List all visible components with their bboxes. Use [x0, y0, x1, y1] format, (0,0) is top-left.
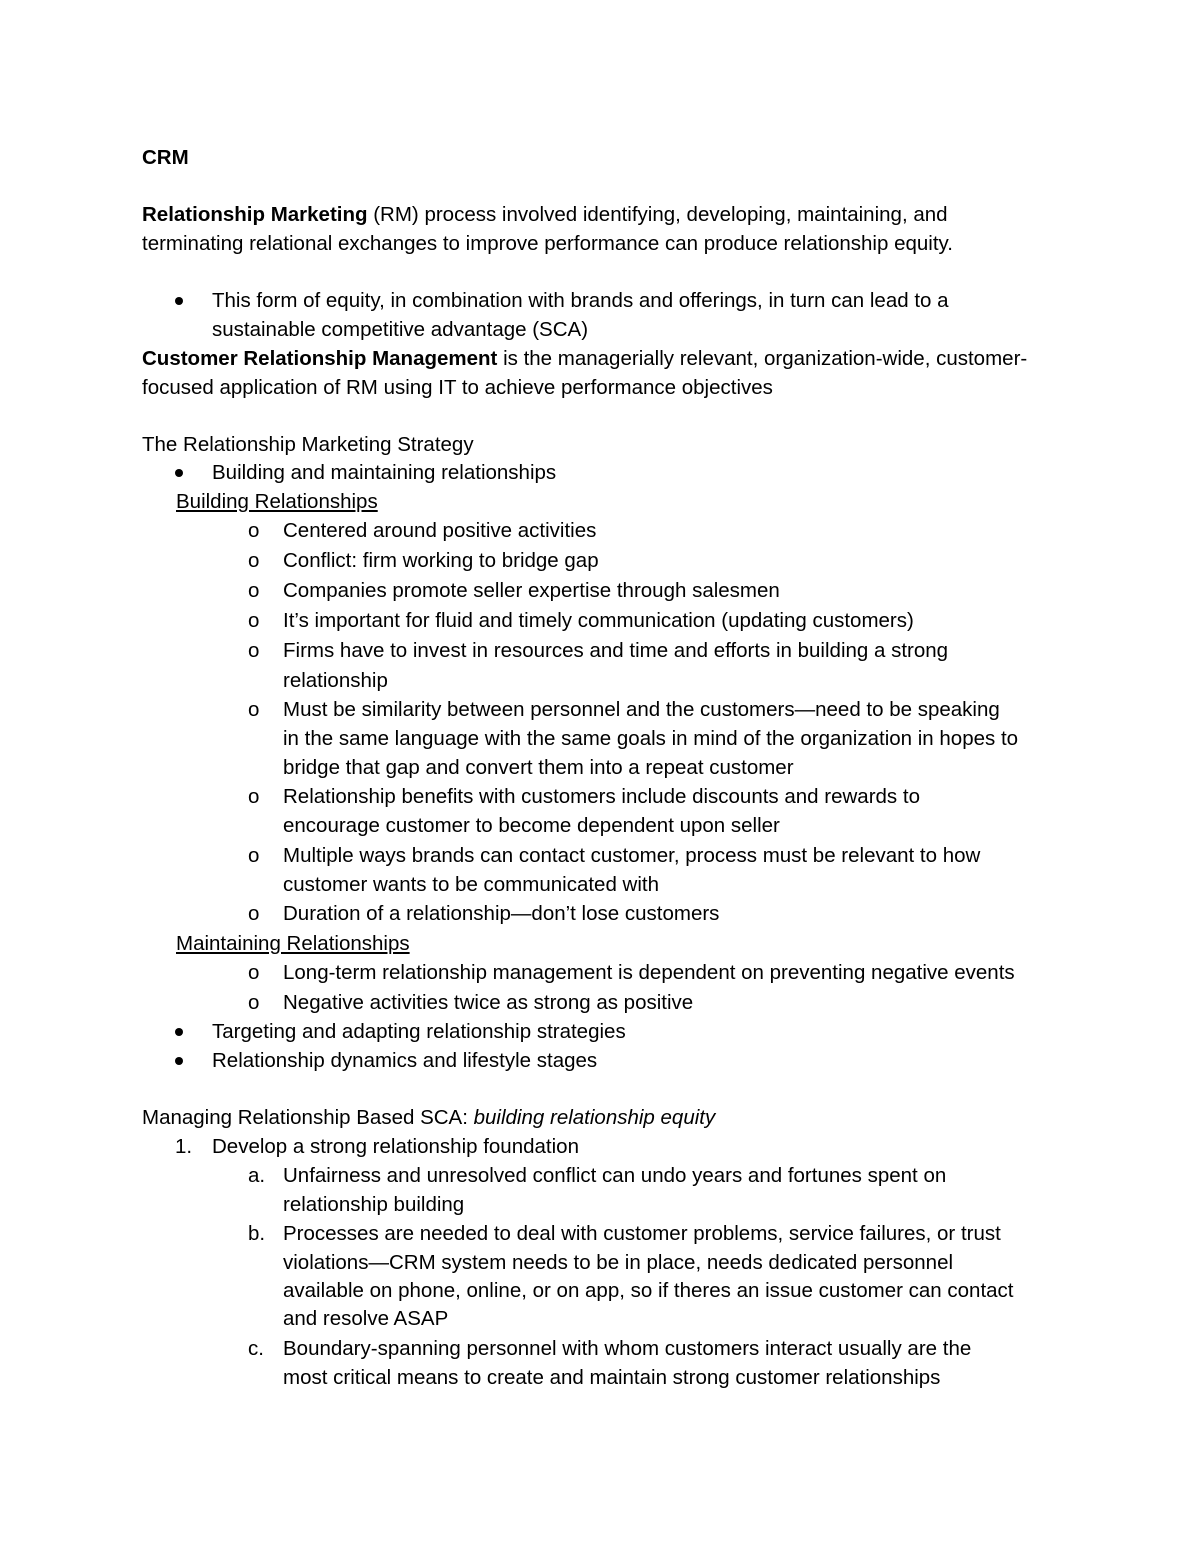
lettered-item-continued: available on phone, online, or on app, so if theres an issue customer can contact — [283, 1279, 1014, 1302]
paragraph-crm-line2: focused application of RM using IT to achieve performance objectives — [142, 376, 773, 399]
sub-bullet-icon: o — [248, 519, 260, 542]
paragraph-rm-text: (RM) process involved identifying, developing, maintaining, and — [367, 203, 948, 226]
sub-bullet-icon: o — [248, 549, 260, 572]
maintaining-relationships-heading: Maintaining Relationships — [176, 932, 410, 955]
building-item: Must be similarity between personnel and the customers—need to be speaking — [283, 698, 1000, 721]
bullet-targeting: Targeting and adapting relationship strategies — [212, 1020, 626, 1043]
list-letter: b. — [248, 1222, 266, 1245]
managing-heading-text: Managing Relationship Based SCA: — [142, 1106, 474, 1129]
term-relationship-marketing: Relationship Marketing — [142, 203, 368, 226]
sub-bullet-icon: o — [248, 639, 260, 662]
building-item: Centered around positive activities — [283, 519, 597, 542]
lettered-item-continued: most critical means to create and maintain strong customer relationships — [283, 1366, 941, 1389]
building-item-continued: customer wants to be communicated with — [283, 873, 659, 896]
bullet-building-maintaining: Building and maintaining relationships — [212, 461, 557, 484]
lettered-item-continued: violations—CRM system needs to be in place, needs dedicated personnel — [283, 1251, 954, 1274]
term-crm: Customer Relationship Management — [142, 347, 498, 370]
paragraph-crm-line1 — [142, 344, 1027, 373]
sub-bullet-icon: o — [248, 961, 260, 984]
sub-bullet-icon: o — [248, 902, 260, 925]
bullet-equity-line2: sustainable competitive advantage (SCA) — [212, 318, 589, 341]
lettered-item: Processes are needed to deal with customer problems, service failures, or trust — [283, 1222, 1001, 1245]
numbered-item: Develop a strong relationship foundation — [212, 1135, 579, 1158]
bullet-icon — [175, 1028, 183, 1036]
bullet-dynamics: Relationship dynamics and lifestyle stages — [212, 1049, 598, 1072]
managing-heading — [142, 1103, 715, 1132]
building-item-continued: relationship — [283, 669, 388, 692]
doc-title: CRM — [142, 146, 189, 169]
strategy-heading: The Relationship Marketing Strategy — [142, 433, 474, 456]
building-item-continued: in the same language with the same goals in mind of the organization in hopes to — [283, 727, 1019, 750]
paragraph-rm-line1 — [142, 200, 948, 229]
sub-bullet-icon: o — [248, 991, 260, 1014]
sub-bullet-icon: o — [248, 579, 260, 602]
bullet-icon — [175, 297, 183, 305]
managing-heading-italic: building relationship equity — [473, 1106, 716, 1129]
sub-bullet-icon: o — [248, 785, 260, 808]
maintaining-item: Negative activities twice as strong as positive — [283, 991, 694, 1014]
building-item: Multiple ways brands can contact customer, process must be relevant to how — [283, 844, 981, 867]
lettered-item: Boundary-spanning personnel with whom customers interact usually are the — [283, 1337, 972, 1360]
building-item: Companies promote seller expertise through salesmen — [283, 579, 780, 602]
bullet-icon — [175, 1057, 183, 1065]
building-item: Relationship benefits with customers include discounts and rewards to — [283, 785, 920, 808]
sub-bullet-icon: o — [248, 698, 260, 721]
building-item-continued: encourage customer to become dependent upon seller — [283, 814, 780, 837]
sub-bullet-icon: o — [248, 609, 260, 632]
paragraph-rm-line2: terminating relational exchanges to improve performance can produce relationship equity. — [142, 232, 953, 255]
paragraph-crm-text: is the managerially relevant, organization-wide, customer- — [497, 347, 1028, 370]
building-relationships-heading: Building Relationships — [176, 490, 378, 513]
building-item: It’s important for fluid and timely communication (updating customers) — [283, 609, 914, 632]
sub-bullet-icon: o — [248, 844, 260, 867]
list-number: 1. — [175, 1135, 193, 1158]
bullet-icon — [175, 469, 183, 477]
lettered-item: Unfairness and unresolved conflict can undo years and fortunes spent on — [283, 1164, 947, 1187]
building-item: Firms have to invest in resources and time and efforts in building a strong — [283, 639, 949, 662]
lettered-item-continued: and resolve ASAP — [283, 1307, 449, 1330]
maintaining-item: Long-term relationship management is dependent on preventing negative events — [283, 961, 1015, 984]
building-item-continued: bridge that gap and convert them into a repeat customer — [283, 756, 794, 779]
list-letter: a. — [248, 1164, 266, 1187]
bullet-equity-line1: This form of equity, in combination with brands and offerings, in turn can lead to a — [212, 289, 949, 312]
list-letter: c. — [248, 1337, 264, 1360]
building-item: Conflict: firm working to bridge gap — [283, 549, 599, 572]
building-item: Duration of a relationship—don’t lose customers — [283, 902, 720, 925]
lettered-item-continued: relationship building — [283, 1193, 465, 1216]
